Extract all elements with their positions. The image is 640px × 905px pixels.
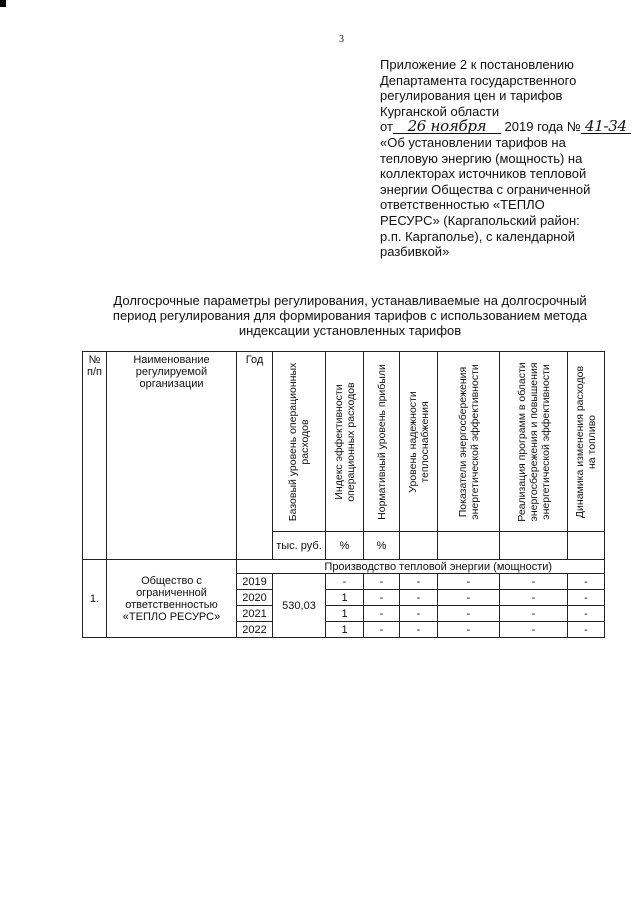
program-cell: - (500, 574, 568, 590)
header-base (273, 352, 326, 532)
unit-empty (400, 532, 438, 560)
header-index (326, 352, 364, 532)
header-fuel-text: Динамика изменения расходов на топливо (574, 365, 598, 518)
fuel-cell: - (568, 622, 605, 638)
profit-cell: - (364, 622, 400, 638)
program-cell: - (500, 590, 568, 606)
header-reliability-text: Уровень надежности теплоснабжения (406, 390, 431, 493)
energy-cell: - (438, 590, 500, 606)
unit-empty (438, 532, 500, 560)
appendix-line: разбивкой» (380, 244, 450, 260)
unit-base: тыс. руб. (273, 532, 326, 560)
appendix-line: Курганской области (380, 103, 500, 119)
appendix-line: энергии Общества с ограниченной (380, 181, 591, 197)
section-label: Производство тепловой энергии (мощности) (273, 560, 605, 574)
header-index-text: Индекс эффективности операционных расходов (332, 381, 357, 502)
unit-empty (500, 532, 568, 560)
header-org: Наименование регулируемой организации (107, 352, 237, 560)
unit-empty (568, 532, 605, 560)
appendix-line: Департамента государственного (380, 72, 577, 88)
base-value: 530,03 (273, 574, 326, 638)
unit-index: % (326, 532, 364, 560)
appendix-line: тепловую энергию (мощность) на (380, 150, 583, 166)
appendix-from: от (380, 119, 393, 135)
title-line: период регулирования для формирования тарифов с использованием метода (112, 308, 588, 323)
header-program-text: Реализация программ в области энергосбережения и повышения энергетической эффективности (515, 361, 552, 522)
fuel-cell: - (568, 590, 605, 606)
year-cell: 2022 (237, 622, 273, 638)
header-fuel (568, 352, 605, 532)
header-num: № п/п (83, 352, 107, 560)
header-program (500, 352, 568, 532)
header-year: Год (237, 352, 273, 560)
year-cell: 2019 (237, 574, 273, 590)
header-base-text: Базовый уровень операционных расходов (287, 362, 311, 521)
energy-cell: - (438, 622, 500, 638)
fuel-cell: - (568, 606, 605, 622)
profit-cell: - (364, 606, 400, 622)
appendix-date-line (380, 119, 640, 135)
title-line: Долгосрочные параметры регулирования, устанавливаемые на долгосрочный (113, 293, 587, 308)
appendix-line: регулирования цен и тарифов (380, 88, 563, 104)
organization-name: Общество с ограниченной ответственностью «ТЕПЛО РЕСУРС» (107, 560, 237, 638)
fuel-cell: - (568, 574, 605, 590)
year-cell: 2021 (237, 606, 273, 622)
appendix-line: р.п. Каргаполье), с календарной (380, 228, 575, 244)
index-cell: 1 (326, 606, 364, 622)
parameters-table (82, 351, 605, 638)
title-line: индексации установленных тарифов (238, 323, 462, 338)
index-cell: - (326, 574, 364, 590)
header-energy-text: Показатели энергосбережения энергетической эффективности (456, 363, 481, 520)
unit-profit: % (364, 532, 400, 560)
appendix-line: ответственностью «ТЕПЛО (380, 197, 545, 213)
appendix-line: «Об установлении тарифов на (380, 134, 566, 150)
appendix-line: коллекторах источников тепловой (380, 166, 587, 182)
document-title (100, 293, 600, 338)
index-cell: 1 (326, 622, 364, 638)
program-cell: - (500, 606, 568, 622)
appendix-year: 2019 года № (504, 119, 581, 135)
reliability-cell: - (400, 606, 438, 622)
energy-cell: - (438, 606, 500, 622)
scan-corner-mark (0, 0, 6, 7)
handwritten-number: 41-34 (581, 120, 631, 134)
profit-cell: - (364, 590, 400, 606)
reliability-cell: - (400, 574, 438, 590)
energy-cell: - (438, 574, 500, 590)
index-cell: 1 (326, 590, 364, 606)
appendix-line: РЕСУРС» (Каргапольский район: (380, 212, 580, 228)
appendix-block (380, 57, 640, 260)
profit-cell: - (364, 574, 400, 590)
row-number: 1. (83, 560, 107, 638)
header-profit (364, 352, 400, 532)
appendix-line: Приложение 2 к постановлению (380, 57, 574, 72)
program-cell: - (500, 622, 568, 638)
header-reliability (400, 352, 438, 532)
handwritten-date: 26 ноября (393, 120, 501, 134)
reliability-cell: - (400, 622, 438, 638)
header-energy (438, 352, 500, 532)
year-cell: 2020 (237, 590, 273, 606)
page-number: 3 (339, 34, 344, 45)
header-profit-text: Нормативный уровень прибыли (375, 363, 388, 520)
reliability-cell: - (400, 590, 438, 606)
